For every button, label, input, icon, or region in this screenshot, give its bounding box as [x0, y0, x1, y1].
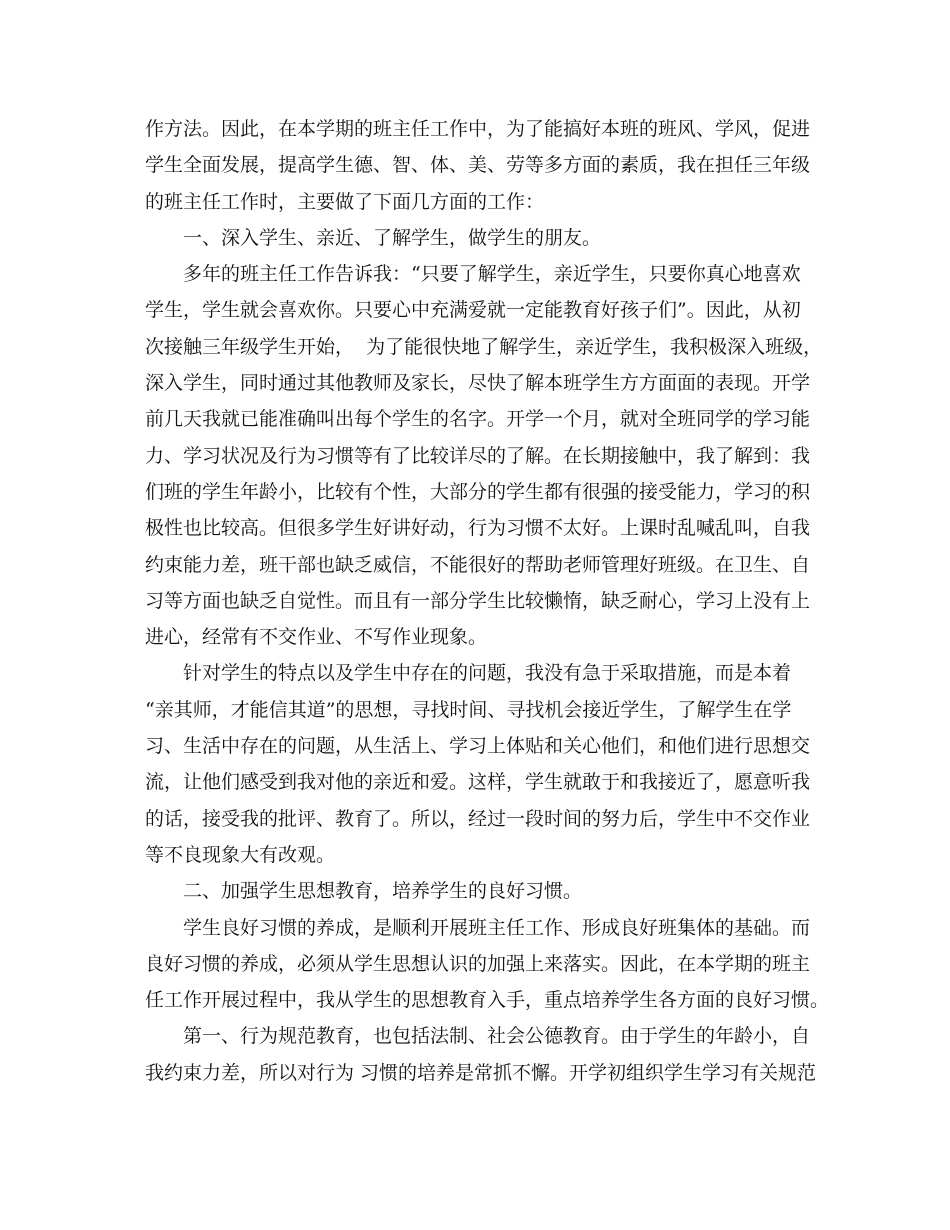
- text-line: 习、生活中存在的问题，从生活上、学习上体贴和关心他们，和他们进行思想交: [145, 735, 811, 758]
- text-line: 极性也比较高。但很多学生好讲好动，行为习惯不太好。上课时乱喊乱叫，自我: [145, 517, 811, 540]
- text-line: 任工作开展过程中，我从学生的思想教育入手，重点培养学生各方面的良好习惯。: [145, 989, 830, 1012]
- text-line: 第一、行为规范教育，也包括法制、社会公德教育。由于学生的年龄小，自: [183, 1025, 811, 1048]
- section-heading: 一、深入学生、亲近、了解学生，做学生的朋友。: [183, 226, 602, 249]
- text-line: 学生全面发展，提高学生德、智、体、美、劳等多方面的素质，我在担任三年级: [145, 154, 811, 177]
- text-line: 前几天我就已能准确叫出每个学生的名字。开学一个月，就对全班同学的学习能: [145, 408, 811, 431]
- text-line: 我约束力差，所以对行为 习惯的培养是常抓不懈。开学初组织学生学习有关规范: [145, 1061, 817, 1084]
- text-line: 力、学习状况及行为习惯等有了比较详尽的了解。在长期接触中，我了解到：我: [145, 444, 811, 467]
- text-line: 学生良好习惯的养成，是顺利开展班主任工作、形成良好班集体的基础。而: [183, 916, 811, 939]
- text-line: 次接触三年级学生开始， 为了能很快地了解学生，亲近学生，我积极深入班级，: [145, 335, 823, 358]
- section-heading: 二、加强学生思想教育，培养学生的良好习惯。: [183, 880, 583, 903]
- text-line: 习等方面也缺乏自觉性。而且有一部分学生比较懒惰，缺乏耐心，学习上没有上: [145, 589, 811, 612]
- text-line: 针对学生的特点以及学生中存在的问题，我没有急于采取措施，而是本着: [183, 662, 792, 685]
- text-line: 的班主任工作时，主要做了下面几方面的工作：: [145, 190, 545, 213]
- text-line: 们班的学生年龄小，比较有个性，大部分的学生都有很强的接受能力，学习的积: [145, 480, 811, 503]
- text-line: 多年的班主任工作告诉我：“只要了解学生，亲近学生，只要你真心地喜欢: [183, 263, 801, 286]
- text-line: 进心，经常有不交作业、不写作业现象。: [145, 626, 488, 649]
- document-body: [145, 111, 830, 1091]
- text-line: 良好习惯的养成，必须从学生思想认识的加强上来落实。因此，在本学期的班主: [145, 952, 811, 975]
- text-line: 的话，接受我的批评、教育了。所以，经过一段时间的努力后，学生中不交作业: [145, 807, 811, 830]
- text-line: 深入学生，同时通过其他教师及家长，尽快了解本班学生方方面面的表现。开学: [145, 372, 811, 395]
- text-line: “亲其师，才能信其道”的思想，寻找时间、寻找机会接近学生，了解学生在学: [145, 698, 792, 721]
- text-line: 作方法。因此，在本学期的班主任工作中，为了能搞好本班的班风、学风，促进: [145, 118, 811, 140]
- text-line: 学生，学生就会喜欢你。只要心中充满爱就一定能教育好孩子们”。因此，从初: [145, 299, 801, 322]
- text-line: 等不良现象大有改观。: [145, 843, 336, 866]
- text-line: 流，让他们感受到我对他的亲近和爱。这样，学生就敢于和我接近了，愿意听我: [145, 771, 811, 794]
- text-line: 约束能力差，班干部也缺乏威信，不能很好的帮助老师管理好班级。在卫生、自: [145, 553, 811, 576]
